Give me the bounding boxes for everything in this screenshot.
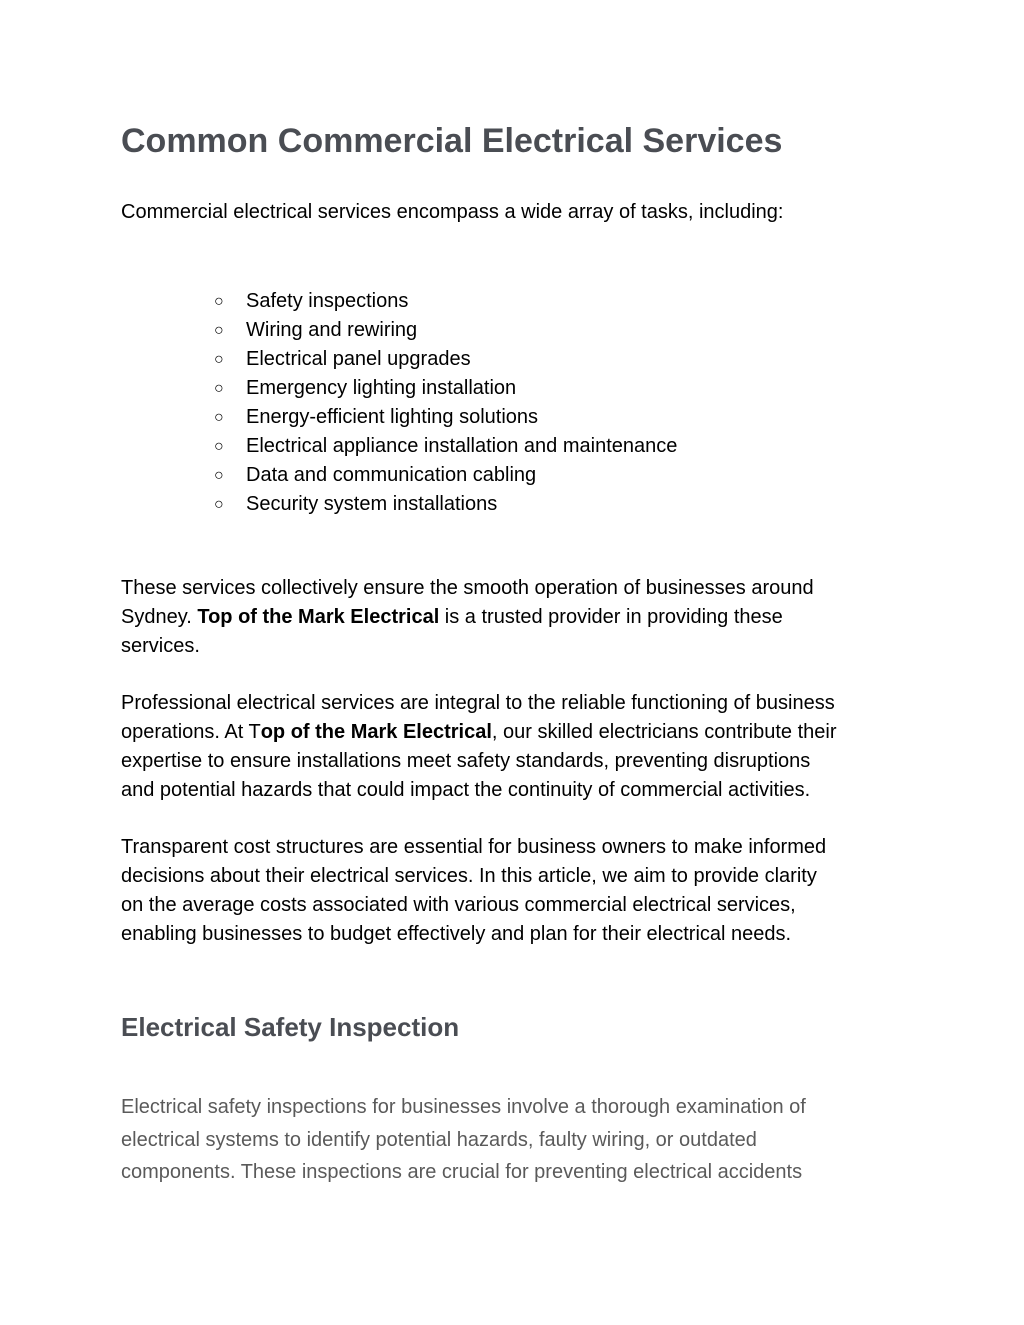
paragraph-line: on the average costs associated with various commercial electrical services, [121, 894, 796, 916]
paragraph-line: electrical systems to identify potential hazards, faulty wiring, or outdated [121, 1128, 757, 1151]
list-item [214, 490, 677, 519]
list-item-text: Safety inspections [246, 290, 409, 312]
paragraph-line: Electrical safety inspections for businesses involve a thorough examination of [121, 1096, 806, 1118]
circle-bullet-icon: ○ [214, 467, 224, 484]
list-item [214, 374, 677, 403]
paragraph-line: expertise to ensure installations meet safety standards, preventing disruptions [121, 750, 811, 772]
company-name: op of the Mark Electrical [260, 721, 492, 743]
list-item [214, 432, 677, 461]
circle-bullet-icon: ○ [214, 409, 224, 426]
paragraph-line: services. [121, 635, 200, 657]
paragraph-line: components. These inspections are crucial for preventing electrical accidents [121, 1161, 803, 1183]
list-item [214, 461, 677, 490]
intro-text: Commercial electrical services encompass a wide array of tasks, including: [121, 201, 784, 223]
services-list [214, 287, 677, 519]
list-item-text: Emergency lighting installation [246, 377, 517, 399]
page-title: Common Commercial Electrical Services [121, 122, 783, 160]
list-item-text: Electrical panel upgrades [246, 348, 471, 370]
paragraph-text: is a trusted provider in providing these [439, 606, 783, 628]
paragraph-line: decisions about their electrical services. In this article, we aim to provide clarity [121, 865, 817, 887]
list-item-text: Energy-efficient lighting solutions [246, 406, 539, 428]
list-item-text: Wiring and rewiring [246, 319, 418, 341]
list-item-text: Data and communication cabling [246, 464, 537, 486]
paragraph-safety-inspection [121, 1091, 911, 1189]
paragraph-text: , our skilled electricians contribute their [491, 721, 837, 743]
paragraph-line [121, 718, 911, 747]
section-heading: Electrical Safety Inspection [121, 1012, 460, 1042]
circle-bullet-icon: ○ [214, 351, 224, 368]
paragraph-line: Transparent cost structures are essential for business owners to make informed [121, 836, 827, 858]
circle-bullet-icon: ○ [214, 438, 224, 455]
paragraph-line: and potential hazards that could impact the continuity of commercial activities. [121, 779, 811, 801]
list-item-text: Electrical appliance installation and maintenance [246, 435, 678, 457]
paragraph-line: enabling businesses to budget effectively and plan for their electrical needs. [121, 923, 792, 945]
paragraph-text: operations. At T [121, 721, 261, 743]
list-item-text: Security system installations [246, 493, 498, 515]
circle-bullet-icon: ○ [214, 380, 224, 397]
paragraph-professional-services [121, 689, 911, 805]
circle-bullet-icon: ○ [214, 496, 224, 513]
paragraph-line: These services collectively ensure the smooth operation of businesses around [121, 577, 814, 599]
circle-bullet-icon: ○ [214, 322, 224, 339]
list-item [214, 287, 677, 316]
list-item [214, 345, 677, 374]
paragraph-cost-structures [121, 833, 911, 949]
company-name: Top of the Mark Electrical [197, 606, 440, 628]
paragraph-services-overview [121, 574, 911, 661]
paragraph-text: Sydney. [121, 606, 198, 628]
paragraph-line: Professional electrical services are integral to the reliable functioning of business [121, 692, 835, 714]
circle-bullet-icon: ○ [214, 293, 224, 310]
list-item [214, 403, 677, 432]
paragraph-line [121, 603, 911, 632]
list-item [214, 316, 677, 345]
